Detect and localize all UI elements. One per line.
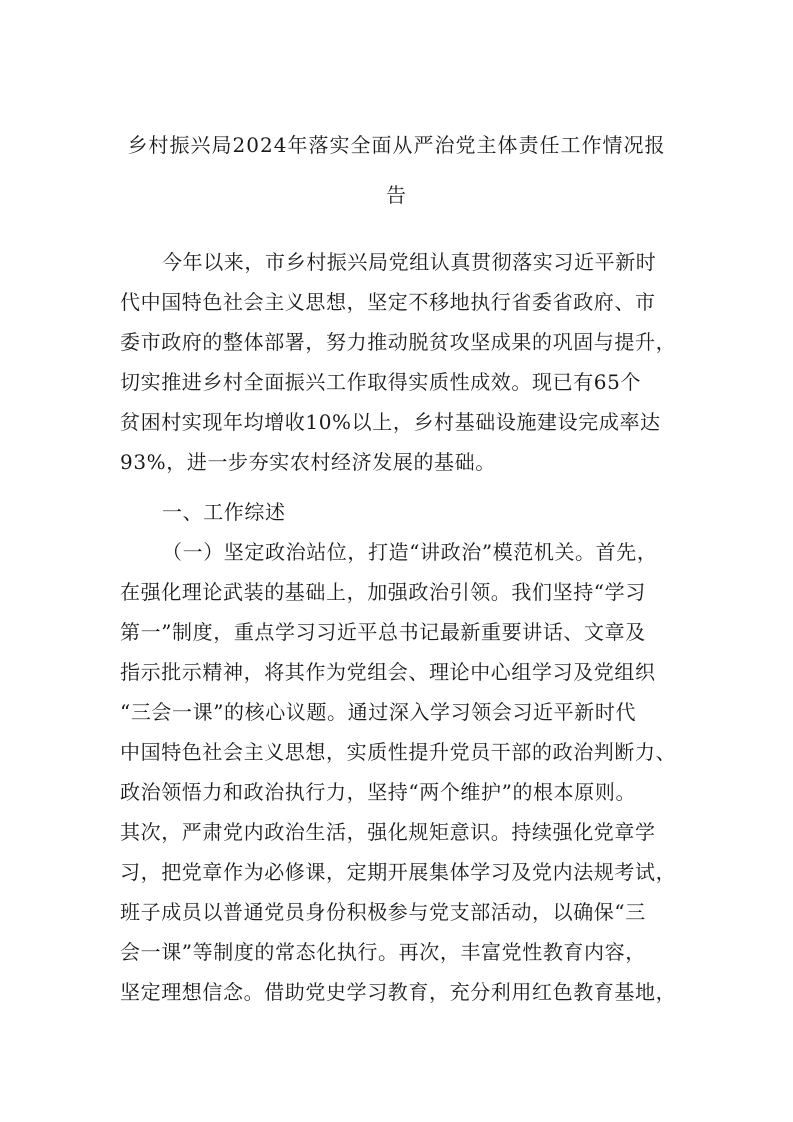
paragraph-line: 今年以来，市乡村振兴局党组认真贯彻落实习近平新时 xyxy=(162,250,657,274)
paragraph-line: 班子成员以普通党员身份积极参与党支部活动，以确保“三 xyxy=(120,900,646,924)
paragraph-line: 切实推进乡村全面振兴工作取得实质性成效。现已有65个 xyxy=(120,370,642,394)
paragraph-line: 委市政府的整体部署，努力推动脱贫攻坚成果的巩固与提升， xyxy=(120,330,677,354)
document-title-line-1: 乡村振兴局2024年落实全面从严治党主体责任工作情况报 xyxy=(127,133,666,157)
paragraph-line: 坚定理想信念。借助党史学习教育，充分利用红色教育基地， xyxy=(120,980,677,1004)
paragraph-line: 第一”制度，重点学习习近平总书记最新重要讲话、文章及 xyxy=(120,620,646,644)
paragraph-line: 会一课”等制度的常态化执行。再次，丰富党性教育内容， xyxy=(120,940,646,964)
document-title-line-2: 告 xyxy=(386,183,407,207)
section-heading: 一、工作综述 xyxy=(162,500,286,524)
paragraph-line: 其次，严肃党内政治生活，强化规矩意识。持续强化党章学 xyxy=(120,820,656,844)
paragraph-line: 政治领悟力和政治执行力，坚持“两个维护”的根本原则。 xyxy=(120,780,637,804)
paragraph-line: 中国特色社会主义思想，实质性提升党员干部的政治判断力、 xyxy=(120,740,677,764)
paragraph-line: 在强化理论武装的基础上，加强政治引领。我们坚持“学习 xyxy=(120,580,646,604)
paragraph-line: 指示批示精神，将其作为党组会、理论中心组学习及党组织 xyxy=(120,660,656,684)
paragraph-line: 习，把党章作为必修课，定期开展集体学习及党内法规考试， xyxy=(120,860,677,884)
paragraph-line: 代中国特色社会主义思想，坚定不移地执行省委省政府、市 xyxy=(120,290,656,314)
paragraph-line: 93%，进一步夯实农村经济发展的基础。 xyxy=(120,450,496,474)
paragraph-line: 贫困村实现年均增收10%以上，乡村基础设施建设完成率达 xyxy=(120,410,661,434)
paragraph-line: （一）坚定政治站位，打造“讲政治”模范机关。首先， xyxy=(162,540,658,564)
paragraph-line: “三会一课”的核心议题。通过深入学习领会习近平新时代 xyxy=(120,700,637,724)
